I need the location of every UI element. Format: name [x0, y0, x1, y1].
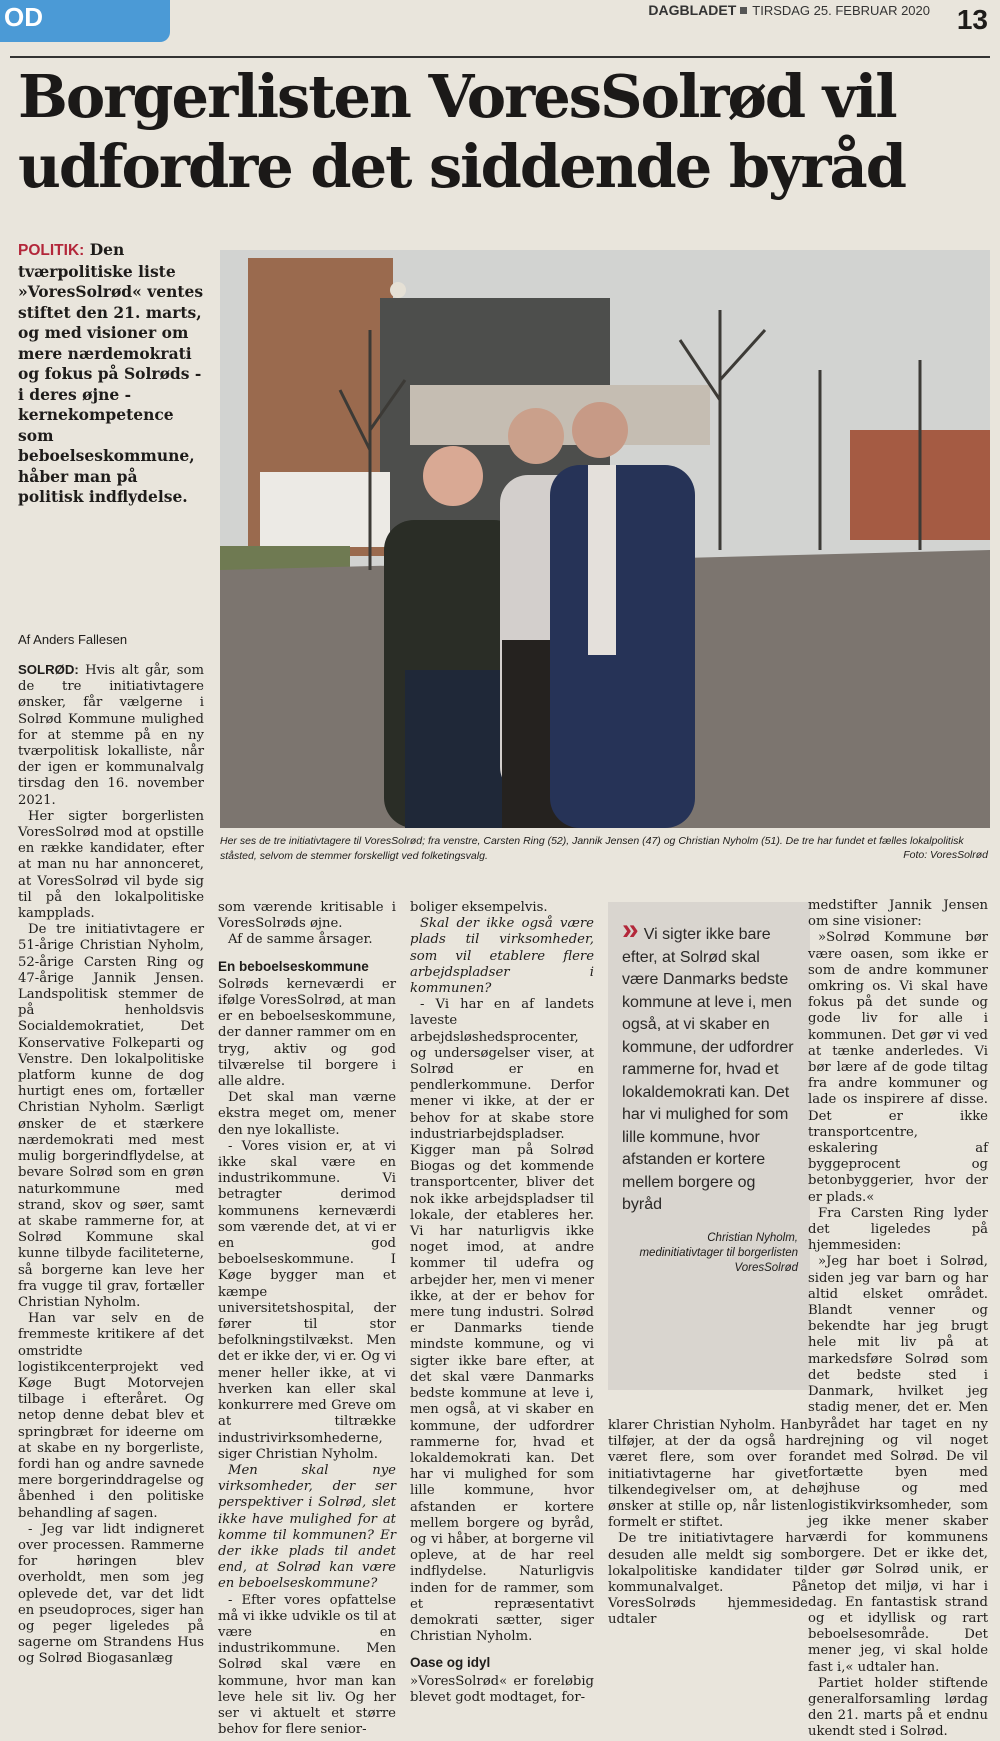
article-column-1: [18, 662, 204, 1668]
paper-name: DAGBLADET: [648, 2, 737, 18]
paragraph: »VoresSolrød« er foreløbig blevet godt modtaget, for-: [410, 1673, 594, 1705]
question: Men skal nye virksomheder, der ser perspektiver i Solrød, slet ikke have mulighed for at komme til kommunen? Er der ikke plads til andet end, at Solrød kan være en beboelseskommune?: [218, 1462, 396, 1592]
intro-text: Den tværpolitiske liste »VoresSolrød« ventes stiftet den 21. marts, og med visioner om mere nærdemokrati og fokus på Solrøds - i deres øjne - kernekompetence som beboelseskommune, håber man på politisk indflydelse.: [18, 240, 204, 506]
paragraph: boliger eksempelvis.: [410, 900, 548, 915]
paragraph: - Vi har en af landets laveste arbejdsløshedsprocenter, og undersøgelser viser, at Solrød er en pendlerkommune. Derfor mener vi ikke, at der er behov for at skabe store industriarbejdspladser. Kigger man på Solrød Biogas og det kommende transportcenter, bliver det nok ikke arbejdspladser til lokale, der etableres her. Vi har naturligvis ikke noget imod, at andre kommer til udefra og arbejder her, men vi mener ikke, at der er behov for mere tung industri. Solrød er Danmarks tiende mindste kommune, og vi sigter ikke bare efter, at det skal være Danmarks bedste kommune at leve i, men også, at vi skaber en kommune, der udfordrer rammerne for, hvad et lokaldemokrati kan. Det har vi mulighed for som lille kommune, hvor afstanden er kortere mellem borgere og byråd, og vi håber, at borgerne vil opleve, at de har reel indflydelse. Naturligvis inden for de rammer, som et repræsentativt demokrati sætter, siger Christian Nyholm.: [410, 997, 594, 1645]
page-number: 13: [956, 4, 988, 35]
paragraph: - Efter vores opfattelse må vi ikke udvikle os til at være en industrikommune. Men Solrød skal være en kommune, hvor man kan leve hele sit liv. Og her ser vi aktuelt et større behov for flere senior-: [218, 1592, 396, 1738]
headline: Borgerlisten VoresSolrød vil udfordre det siddende byråd: [18, 62, 905, 201]
paragraph: klarer Christian Nyholm. Han tilføjer, at der da også har været flere, som over for initiativtagerne har givet tilkendegivelser om, at de ønsker at stille op, når listen formelt er stiftet.: [608, 1418, 808, 1531]
paragraph: »Jeg har boet i Solrød, siden jeg var barn og har altid elsket området. Blandt venner og bekendte har jeg brugt hele mit liv på at markedsføre Solrød som det bedste sted i Danmark, hvilket jeg stadig mener, det er. Men byrådet har taget en ny drejning og vil noget andet med Solrød. De vil fortætte byen med højhuse og med logistikvirksomheder, som jeg ikke mener skaber værdi for kommunens borgere. Det er ikke det, der gør Solrød unik, er netop det miljø, vi har i dag. En fantastisk strand og et idyllisk og rart beboelsesområde. Det mener jeg, vi skal holde fast i,« udtaler han.: [808, 1254, 988, 1675]
photo-caption: Her ses de tre initiativtagere til VoresSolrød; fra venstre, Carsten Ring (52), Jannik Jensen (47) og Christian Nyholm (51). De tre har fundet et fælles lokalpolitisk ståsted, selvom de stemmer forskelligt ved folketingsvalg.: [220, 835, 964, 862]
paragraph: Partiet holder stiftende generalforsamling lørdag den 21. marts på et endnu ukendt sted i Solrød.: [808, 1675, 988, 1740]
paragraph: Han var selv en de fremmeste kritikere af det omstridte logistikcenterprojekt ved Køge Bugt Motorvejen tilbage i efteråret. Og netop denne debat blev et springbræt for ideerne om at skabe en ny borgerliste, fordi han og andre savnede mere borgerinddragelse og åbenhed i den politiske behandling af sagen.: [18, 1311, 204, 1521]
paragraph: - Vores vision er, at vi ikke skal være en industrikommune. Vi betragter derimod kommunens kerneværdi som værende det, at vi er en god beboelseskommune. I Køge bygger man et kæmpe universitetshospital, der fører til stor befolkningstilvækst. Men det er ikke der, vi er. Og vi mener heller ikke, at vi hverken kan eller skal konkurrere med Greve om at tiltrække industrivirksomhederne, siger Christian Nyholm.: [218, 1138, 396, 1462]
article-column-3: [410, 900, 594, 1706]
issue-date: TIRSDAG 25. FEBRUAR 2020: [752, 3, 930, 18]
masthead-line: [648, 2, 930, 18]
paragraph: De tre initiativtagere er 51-årige Christian Nyholm, 52-årige Carsten Ring og 47-årige Jannik Jensen. Landspolitisk stemmer de på henholdsvis Socialdemokratiet, Det Konservative Folkeparti og Venstre. Den lokalpolitiske platform kunne de dog hurtigt enes om, fortæller Christian Nyholm. Særligt ønsker de et stærkere nærdemokrati med mest mulig borgerindflydelse, at bevare Solrød som en grøn naturkommune med strand, skov og søer, samt at skabe rammerne for, at Solrød Kommune skal kunne tilbyde faciliteterne, så borgerne kan leve her fra vugge til grav, fortæller Christian Nyholm.: [18, 922, 204, 1310]
quote-text: Vi sigter ikke bare efter, at Solrød skal være Danmarks bedste kommune at leve i, men også, at vi skaber en kommune, der udfordrer rammerne for, hvad et lokaldemokrati kan. Det har vi mulighed for som lille kommune, hvor afstanden er kortere mellem borgere og byråd: [622, 926, 794, 1213]
subheading: En beboelseskommune: [218, 958, 369, 974]
paragraph: De tre initiativtagere har desuden alle meldt sig som lokalpolitiske kandidater til kommunalvalget. På VoresSolrøds hjemmeside udtaler: [608, 1531, 808, 1628]
article-photo: [220, 250, 990, 828]
top-rule: [10, 56, 990, 58]
paragraph: - Jeg var lidt indigneret over processen. Rammerne for høringen blev overholdt, men som jeg oplevede det, var det lidt en pseudoproces, siger han og peger ligeledes på sagerne om Strandens Hus og Solrød Biogasanlæg: [18, 1521, 204, 1667]
photo-illustration: [220, 250, 990, 828]
paragraph: »Solrød Kommune bør være oasen, som ikke er som de andre kommuner omkring os. Vi skal have fokus på det sunde og gode liv for alle i kommunen. Det gør vi ved at tænke anderledes. Vi bør lære af de gode tiltag fra andre kommuner og lade os inspirere af disse. Det er ikke transportcentre, eskalering af byggeprocent og betonbyggerier, hvor der er plads.«: [808, 930, 988, 1205]
byline: Af Anders Fallesen: [18, 632, 128, 647]
intro: [18, 240, 206, 508]
question: Skal der ikke også være plads til virksomheder, som vil etablere flere arbejdspladser i kommunen?: [410, 916, 594, 997]
separator-square-icon: [740, 7, 747, 14]
article-column-4: [608, 1418, 808, 1629]
quote-mark-icon: »: [622, 913, 639, 946]
paragraph: Solrøds kerneværdi er ifølge VoresSolrød, at man er en beboelseskommune, der danner rammer om en tryg, aktiv og god tilværelse til borgere i alle aldre.: [218, 976, 396, 1090]
quote-source: Christian Nyholm, medinitiativtager til borgerlisten VoresSolrød: [639, 1231, 798, 1274]
pull-quote: [608, 902, 810, 1390]
paragraph: som værende kritisable i VoresSolrøds øjne.: [218, 900, 396, 932]
paragraph: Af de samme årsager.: [228, 932, 373, 948]
photo-credit: Foto: VoresSolrød: [903, 849, 988, 861]
article-column-2: [218, 900, 396, 1738]
paragraph: Her sigter borgerlisten VoresSolrød mod at opstille en række kandidater, efter at man nu har annonceret, at VoresSolrød vil byde sig til på den lokalpolitiske kampplads.: [18, 808, 204, 922]
section-tab: [0, 0, 170, 42]
kicker: POLITIK:: [18, 242, 85, 259]
paragraph-text: Hvis alt går, som de tre initiativtagere ønsker, får vælgerne i Solrød Kommune mulighed for at stemme på en ny tværpolitisk lokalliste, når der igen er kommunalvalg tirsdag den 16. november 2021.: [18, 663, 204, 808]
section-tab-label: OD: [4, 2, 43, 32]
paragraph: medstifter Jannik Jensen om sine visioner:: [808, 898, 988, 930]
paragraph: Det skal man værne ekstra meget om, mener den nye lokalliste.: [218, 1090, 396, 1138]
subheading: Oase og idyl: [410, 1655, 491, 1671]
dateline: SOLRØD:: [18, 662, 79, 677]
paragraph: [18, 662, 204, 809]
article-column-5: [808, 898, 988, 1741]
paragraph: Fra Carsten Ring lyder det ligeledes på hjemmesiden:: [808, 1205, 988, 1254]
